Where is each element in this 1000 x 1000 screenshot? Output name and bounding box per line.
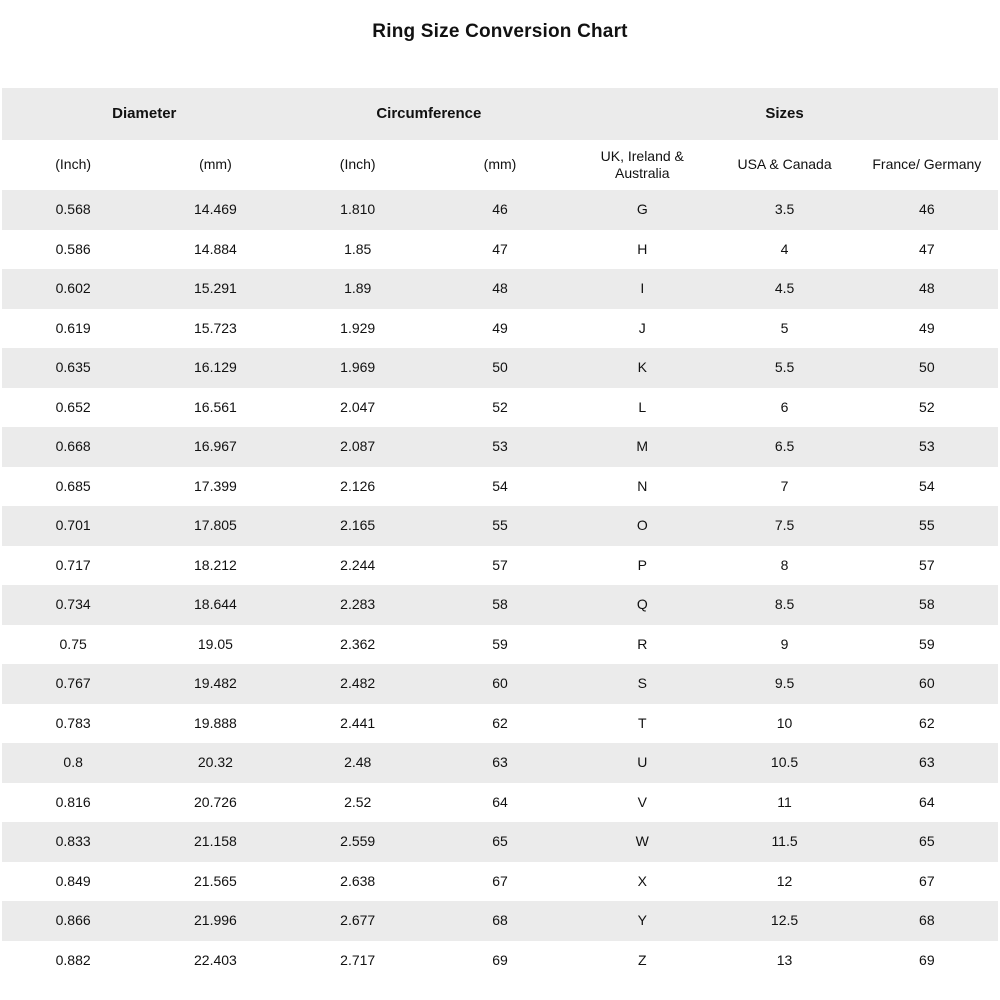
table-cell: 54 bbox=[492, 477, 508, 494]
table-cell: O bbox=[636, 517, 648, 533]
table-cell: 59 bbox=[492, 635, 508, 652]
table-cell: 14.884 bbox=[194, 240, 237, 257]
table-cell: 0.586 bbox=[55, 240, 91, 257]
table-cell: 2.087 bbox=[340, 438, 376, 454]
table-cell: 60 bbox=[492, 675, 508, 691]
table-cell: 49 bbox=[919, 319, 935, 336]
table-cell: G bbox=[636, 201, 648, 217]
table-row bbox=[2, 506, 998, 546]
table-cell: 0.8 bbox=[63, 754, 83, 770]
table-cell: 22.403 bbox=[194, 951, 237, 968]
table-row bbox=[2, 901, 998, 941]
column-header-france-germany: France/ Germany bbox=[872, 156, 982, 173]
table-cell: 49 bbox=[492, 319, 508, 336]
table-cell: 16.561 bbox=[194, 398, 237, 415]
table-cell: 21.565 bbox=[194, 872, 237, 889]
table-cell: 2.126 bbox=[340, 477, 376, 494]
table-cell: M bbox=[636, 438, 649, 454]
table-cell: 2.52 bbox=[344, 793, 372, 810]
table-cell: 46 bbox=[919, 201, 935, 217]
table-cell: 1.929 bbox=[340, 319, 376, 336]
table-cell: 0.568 bbox=[55, 201, 91, 217]
table-row bbox=[2, 625, 998, 665]
table-cell: 0.668 bbox=[55, 438, 91, 454]
table-cell: 18.212 bbox=[194, 556, 237, 573]
table-cell: 13 bbox=[776, 951, 793, 968]
table-row bbox=[2, 664, 998, 704]
table-cell: 2.717 bbox=[340, 951, 376, 968]
ring-size-conversion-table bbox=[2, 88, 998, 980]
column-header-diameter-inch: (Inch) bbox=[55, 156, 92, 173]
table-cell: 2.047 bbox=[340, 398, 376, 415]
table-cell: 1.85 bbox=[344, 240, 372, 257]
table-row bbox=[2, 269, 998, 309]
table-cell: 20.32 bbox=[197, 754, 233, 770]
table-cell: 59 bbox=[919, 635, 935, 652]
column-header-circumference-inch: (Inch) bbox=[339, 156, 376, 173]
table-row bbox=[2, 941, 998, 981]
table-cell: 64 bbox=[919, 793, 935, 810]
table-row bbox=[2, 743, 998, 783]
table-cell: 11.5 bbox=[771, 833, 798, 849]
table-cell: 58 bbox=[492, 596, 508, 612]
table-cell: 2.482 bbox=[340, 675, 376, 691]
table-row bbox=[2, 427, 998, 467]
table-cell: 0.635 bbox=[55, 359, 91, 375]
table-row bbox=[2, 309, 998, 349]
table-row bbox=[2, 388, 998, 428]
column-header-circumference-mm: (mm) bbox=[483, 156, 517, 173]
table-cell: K bbox=[637, 359, 647, 375]
table-cell: 62 bbox=[492, 714, 508, 731]
table-cell: T bbox=[637, 714, 647, 731]
table-cell: 2.677 bbox=[340, 912, 376, 928]
table-cell: 60 bbox=[919, 675, 935, 691]
table-cell: 2.559 bbox=[340, 833, 376, 849]
table-cell: N bbox=[637, 477, 648, 494]
table-cell: 6.5 bbox=[774, 438, 795, 454]
page-title: Ring Size Conversion Chart bbox=[372, 21, 628, 42]
table-cell: 53 bbox=[919, 438, 935, 454]
table-cell: 63 bbox=[919, 754, 935, 770]
table-cell: H bbox=[637, 240, 648, 257]
table-cell: 0.75 bbox=[59, 635, 87, 652]
table-row bbox=[2, 585, 998, 625]
table-cell: 68 bbox=[492, 912, 508, 928]
column-header-diameter-mm: (mm) bbox=[199, 156, 232, 173]
table-cell: 6 bbox=[780, 398, 789, 415]
table-cell: X bbox=[637, 872, 647, 889]
table-cell: 4 bbox=[780, 240, 789, 257]
table-cell: 10.5 bbox=[770, 754, 799, 770]
table-cell: 2.362 bbox=[340, 635, 376, 652]
table-cell: 50 bbox=[919, 359, 935, 375]
table-cell: 19.05 bbox=[197, 635, 233, 652]
table-cell: 47 bbox=[919, 240, 935, 257]
table-cell: R bbox=[637, 635, 648, 652]
table-cell: 19.482 bbox=[194, 675, 237, 691]
table-row bbox=[2, 348, 998, 388]
table-cell: 55 bbox=[919, 517, 935, 533]
table-cell: 8 bbox=[780, 556, 789, 573]
table-cell: 50 bbox=[492, 359, 508, 375]
table-cell: 14.469 bbox=[194, 201, 237, 217]
group-header-diameter: Diameter bbox=[112, 104, 177, 122]
table-cell: 16.129 bbox=[194, 359, 237, 375]
table-cell: 11 bbox=[777, 793, 792, 810]
table-row bbox=[2, 467, 998, 507]
table-cell: 57 bbox=[492, 556, 508, 573]
table-cell: 0.882 bbox=[55, 951, 91, 968]
table-cell: 62 bbox=[919, 714, 935, 731]
table-cell: 54 bbox=[919, 477, 935, 494]
table-cell: 52 bbox=[492, 398, 508, 415]
table-cell: 4.5 bbox=[774, 280, 795, 296]
table-cell: 17.399 bbox=[194, 477, 237, 494]
table-cell: 58 bbox=[919, 596, 935, 612]
group-header-sizes: Sizes bbox=[765, 104, 804, 122]
group-header-row bbox=[2, 88, 998, 140]
table-cell: 16.967 bbox=[194, 438, 237, 454]
table-cell: 19.888 bbox=[194, 714, 237, 731]
table-cell: 69 bbox=[919, 951, 935, 968]
table-cell: 1.969 bbox=[340, 359, 376, 375]
table-row bbox=[2, 704, 998, 744]
table-cell: 65 bbox=[492, 833, 508, 849]
table-cell: I bbox=[640, 280, 645, 296]
table-cell: 0.849 bbox=[55, 872, 91, 889]
column-header-usa-canada: USA & Canada bbox=[737, 156, 832, 173]
table-cell: 0.767 bbox=[55, 675, 91, 691]
table-cell: 12 bbox=[776, 872, 793, 889]
table-cell: 2.283 bbox=[340, 596, 376, 612]
table-cell: 9 bbox=[780, 635, 789, 652]
table-cell: L bbox=[638, 398, 647, 415]
table-cell: 15.723 bbox=[194, 319, 237, 336]
table-cell: S bbox=[637, 675, 647, 691]
table-row bbox=[2, 783, 998, 823]
table-cell: 18.644 bbox=[194, 596, 237, 612]
table-cell: 65 bbox=[919, 833, 935, 849]
table-cell: 67 bbox=[919, 872, 935, 889]
table-body bbox=[2, 190, 998, 980]
table-cell: U bbox=[637, 754, 648, 770]
table-cell: 46 bbox=[492, 201, 508, 217]
table-cell: Y bbox=[637, 912, 647, 928]
table-cell: 0.816 bbox=[55, 793, 91, 810]
table-cell: 2.48 bbox=[344, 754, 372, 770]
table-cell: 52 bbox=[919, 398, 935, 415]
table-cell: P bbox=[637, 556, 647, 573]
table-cell: 5 bbox=[780, 319, 789, 336]
table-cell: 0.685 bbox=[55, 477, 91, 494]
table-cell: 0.619 bbox=[55, 319, 91, 336]
table-cell: 64 bbox=[492, 793, 508, 810]
table-cell: 1.89 bbox=[344, 280, 372, 296]
table-cell: 57 bbox=[919, 556, 935, 573]
table-cell: 63 bbox=[492, 754, 508, 770]
table-cell: 48 bbox=[919, 280, 935, 296]
group-header-circumference: Circumference bbox=[376, 104, 482, 122]
table-cell: 69 bbox=[492, 951, 508, 968]
table-cell: J bbox=[638, 319, 646, 336]
table-row bbox=[2, 230, 998, 270]
table-cell: 5.5 bbox=[774, 359, 795, 375]
table-cell: 67 bbox=[492, 872, 508, 889]
table-cell: 12.5 bbox=[770, 912, 799, 928]
table-cell: V bbox=[637, 793, 647, 810]
table-cell: Z bbox=[637, 951, 647, 968]
table-cell: 0.866 bbox=[55, 912, 91, 928]
table-cell: 0.701 bbox=[55, 517, 91, 533]
table-row bbox=[2, 822, 998, 862]
table-cell: Q bbox=[636, 596, 648, 612]
table-header bbox=[2, 88, 998, 190]
table-cell: 53 bbox=[492, 438, 508, 454]
table-cell: 0.602 bbox=[55, 280, 91, 296]
column-header-uk-ireland-australia: UK, Ireland & Australia bbox=[600, 147, 684, 181]
table-cell: 55 bbox=[492, 517, 508, 533]
table-cell: 2.638 bbox=[340, 872, 376, 889]
table-cell: 2.165 bbox=[340, 517, 376, 533]
table-row bbox=[2, 546, 998, 586]
table-cell: 48 bbox=[492, 280, 508, 296]
table-cell: 0.717 bbox=[55, 556, 91, 573]
table-cell: 2.441 bbox=[340, 714, 376, 731]
table-cell: 1.810 bbox=[340, 201, 376, 217]
table-cell: 0.783 bbox=[55, 714, 91, 731]
table-cell: W bbox=[635, 833, 649, 849]
table-cell: 3.5 bbox=[774, 201, 795, 217]
table-cell: 68 bbox=[919, 912, 935, 928]
table-cell: 8.5 bbox=[774, 596, 795, 612]
table-cell: 7 bbox=[780, 477, 789, 494]
table-row bbox=[2, 862, 998, 902]
table-cell: 10 bbox=[776, 714, 793, 731]
table-cell: 21.158 bbox=[194, 833, 237, 849]
table-cell: 17.805 bbox=[194, 517, 237, 533]
table-cell: 0.833 bbox=[55, 833, 91, 849]
table-cell: 0.652 bbox=[55, 398, 91, 415]
table-cell: 15.291 bbox=[194, 280, 237, 296]
table-cell: 47 bbox=[492, 240, 508, 257]
table-cell: 21.996 bbox=[194, 912, 237, 928]
table-cell: 9.5 bbox=[774, 675, 795, 691]
table-cell: 2.244 bbox=[340, 556, 376, 573]
table-cell: 20.726 bbox=[194, 793, 237, 810]
table-row bbox=[2, 190, 998, 230]
table-cell: 0.734 bbox=[55, 596, 91, 612]
column-header-row bbox=[2, 140, 998, 190]
table-cell: 7.5 bbox=[774, 517, 795, 533]
